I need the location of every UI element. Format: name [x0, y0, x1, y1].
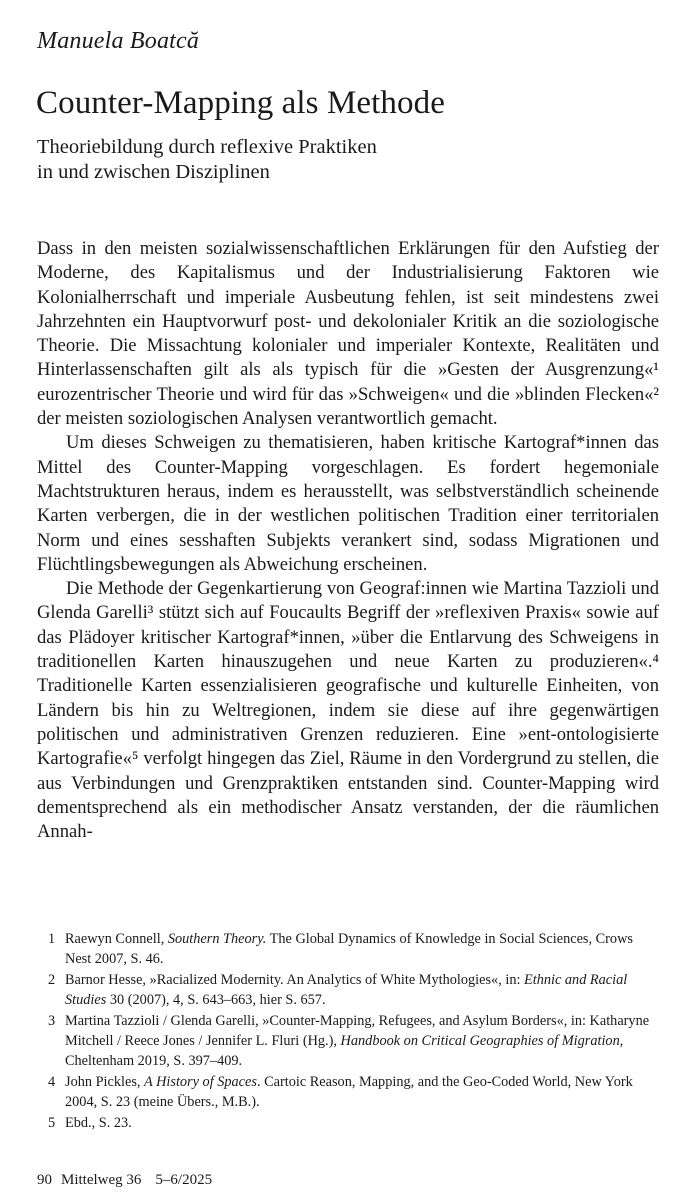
footnote-number: 1: [48, 931, 56, 947]
footnote: [37, 1114, 659, 1134]
footnote-segment: 30 (2007), 4, S. 643–663, hier S. 657.: [106, 991, 326, 1008]
paragraph-2: Um dieses Schweigen zu thematisieren, haben kritische Kartograf*innen das Mittel des Counter-Mapping vorgeschlagen. Es fordert hegemoniale Machtstrukturen heraus, indem es herausstellt, was selbstverständlich scheinende Karten verbergen, die in der westlichen politischen Tradition einer territorialen Norm und eines sesshaften Subjekts verankert sind, sodass Migrationen und Flüchtlingsbewegungen als Abweichung erscheinen.: [37, 432, 659, 575]
subtitle-text: Theoriebildung durch reflexive Praktiken in und zwischen Disziplinen: [37, 136, 377, 183]
footnote-text: [65, 930, 659, 969]
footnote-number: 2: [48, 972, 56, 989]
footnote-text: [65, 971, 659, 1010]
footnote: [37, 1012, 659, 1071]
page-footer: [37, 1172, 212, 1189]
journal-issue: 5–6/2025: [155, 1172, 213, 1188]
footnote-segment: , Cheltenham 2019, S. 397–409.: [65, 1032, 624, 1069]
article-title: Counter-Mapping als Methode: [36, 85, 445, 121]
footnote: [37, 971, 659, 1010]
footnote-number: 3: [48, 1013, 56, 1030]
journal-name: Mittelweg 36: [61, 1172, 142, 1188]
footnote-segment: . Cartoic Reason, Mapping, and the Geo-Coded World, New York 2004, S. 23 (meine Übers., M.B.).: [65, 1074, 633, 1110]
footnote-text: [65, 1114, 659, 1134]
footnote-number: 5: [48, 1115, 56, 1132]
footnote-title-italic: Handbook on Critical Geographies of Migration: [340, 1032, 620, 1049]
footnote-text: [65, 1012, 659, 1071]
body-text: [37, 237, 659, 844]
paragraph-3: Die Methode der Gegenkartierung von Geograf:innen wie Martina Tazzioli und Glenda Garelli³ stützt sich auf Foucaults Begriff der »reflexiven Praxis« sowie auf das Plädoyer kritischer Kartograf*innen, »über die Entlarvung des Schweigens in traditionellen Karten hinauszugehen und neue Karten zu produzieren«.⁴ Traditionelle Karten essenzialisieren geografische und kulturelle Einheiten, von Ländern bis hin zu Weltregionen, indem sie diese auf ihre gegenwärtigen politischen und administrativen Grenzen reduzieren. Eine »ent-ontologisierte Kartografie«⁵ verfolgt hingegen das Ziel, Räume in den Vordergrund zu stellen, die aus Verbindungen und Grenzpraktiken entstanden sind. Counter-Mapping wird dementsprechend als ein methodischer Ansatz verstanden, der die räumlichen Annah-: [37, 578, 659, 843]
author-name: Manuela Boatcă: [37, 28, 200, 54]
footnote-segment: Martina Tazzioli / Glenda Garelli, »Counter-Mapping, Refugees, and Asylum Borders«, in: Katharyne Mitchell / Reece Jones / Jennifer L. Fluri (Hg.),: [65, 1013, 650, 1049]
footnote-segment: Raewyn Connell,: [65, 931, 168, 947]
footnote-title-italic: Ethnic and Racial Studies: [65, 972, 628, 1008]
footnote-text: [65, 1073, 659, 1112]
footnote-title-italic: Southern Theory.: [167, 931, 267, 947]
footnote-segment: Ebd., S. 23.: [65, 1115, 132, 1132]
footnote-segment: Barnor Hesse, »Racialized Modernity. An Analytics of White Mythologies«, in:: [65, 972, 525, 989]
footnote: [37, 1073, 659, 1112]
footnote: [37, 930, 659, 969]
page-number: 90: [37, 1172, 52, 1188]
footnote-segment: The Global Dynamics of Knowledge in Social Sciences, Crows Nest 2007, S. 46.: [65, 931, 633, 967]
footnote-title-italic: A History of Spaces: [144, 1074, 257, 1091]
footnote-number: 4: [48, 1074, 56, 1091]
paragraph-1: Dass in den meisten sozialwissenschaftlichen Erklärungen für den Aufstieg der Moderne, des Kapitalismus und der Industrialisierung Faktoren wie Kolonialherrschaft und imperiale Ausbeutung fehlen, ist seit mindestens zwei Jahrzehnten ein Hauptvorwurf post- und dekolonialer Kritik an die soziologische Theorie. Die Missachtung kolonialer und imperialer Kontexte, Realitäten und Hinterlassenschaften gilt als als typisch für die »Gesten der Ausgrenzung«¹ eurozentrischer Theorie und wird für das »Schweigen« und die »blinden Flecken«² der meisten soziologischen Analysen verantwortlich gemacht.: [37, 238, 659, 430]
footnote-segment: John Pickles,: [65, 1074, 145, 1091]
footnotes: [37, 930, 659, 1136]
article-subtitle: [37, 135, 657, 185]
